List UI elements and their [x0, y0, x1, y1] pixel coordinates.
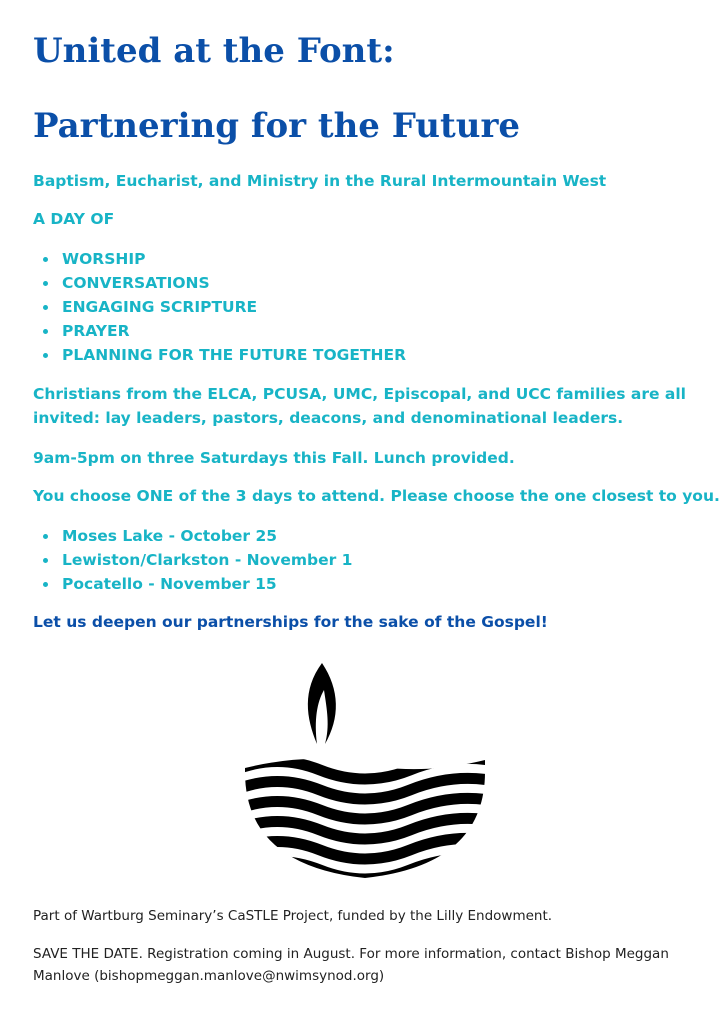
- list-item: CONVERSATIONS: [33, 271, 406, 295]
- project-note: Part of Wartburg Seminary’s CaSTLE Project, funded by the Lilly Endowment.: [33, 908, 553, 924]
- day-of-list: [33, 247, 406, 367]
- list-item: WORSHIP: [33, 247, 406, 271]
- flame-over-water-icon: [240, 660, 490, 885]
- list-item: PLANNING FOR THE FUTURE TOGETHER: [33, 343, 406, 367]
- locations-list: [33, 524, 352, 596]
- choose-line: You choose ONE of the 3 days to attend. Please choose the one closest to you.: [33, 487, 720, 505]
- title-line-1: United at the Font:: [33, 31, 395, 71]
- list-item: PRAYER: [33, 319, 406, 343]
- invite-paragraph: Christians from the ELCA, PCUSA, UMC, Episcopal, and UCC families are all invited: lay leaders, pastors, deacons, and denominational leaders.: [33, 385, 686, 427]
- contact-note: SAVE THE DATE. Registration coming in August. For more information, contact Bishop Meggan Manlove (bishopmeggan.manlove@nwimsynod.org): [33, 946, 669, 984]
- closing-line: Let us deepen our partnerships for the sake of the Gospel!: [33, 613, 548, 631]
- list-item: Pocatello - November 15: [33, 572, 352, 596]
- day-of-heading: A DAY OF: [33, 210, 115, 228]
- title-line-2: Partnering for the Future: [33, 106, 520, 146]
- schedule-line: 9am-5pm on three Saturdays this Fall. Lunch provided.: [33, 449, 515, 467]
- list-item: Moses Lake - October 25: [33, 524, 352, 548]
- list-item: ENGAGING SCRIPTURE: [33, 295, 406, 319]
- list-item: Lewiston/Clarkston - November 1: [33, 548, 352, 572]
- subtitle: Baptism, Eucharist, and Ministry in the Rural Intermountain West: [33, 172, 607, 190]
